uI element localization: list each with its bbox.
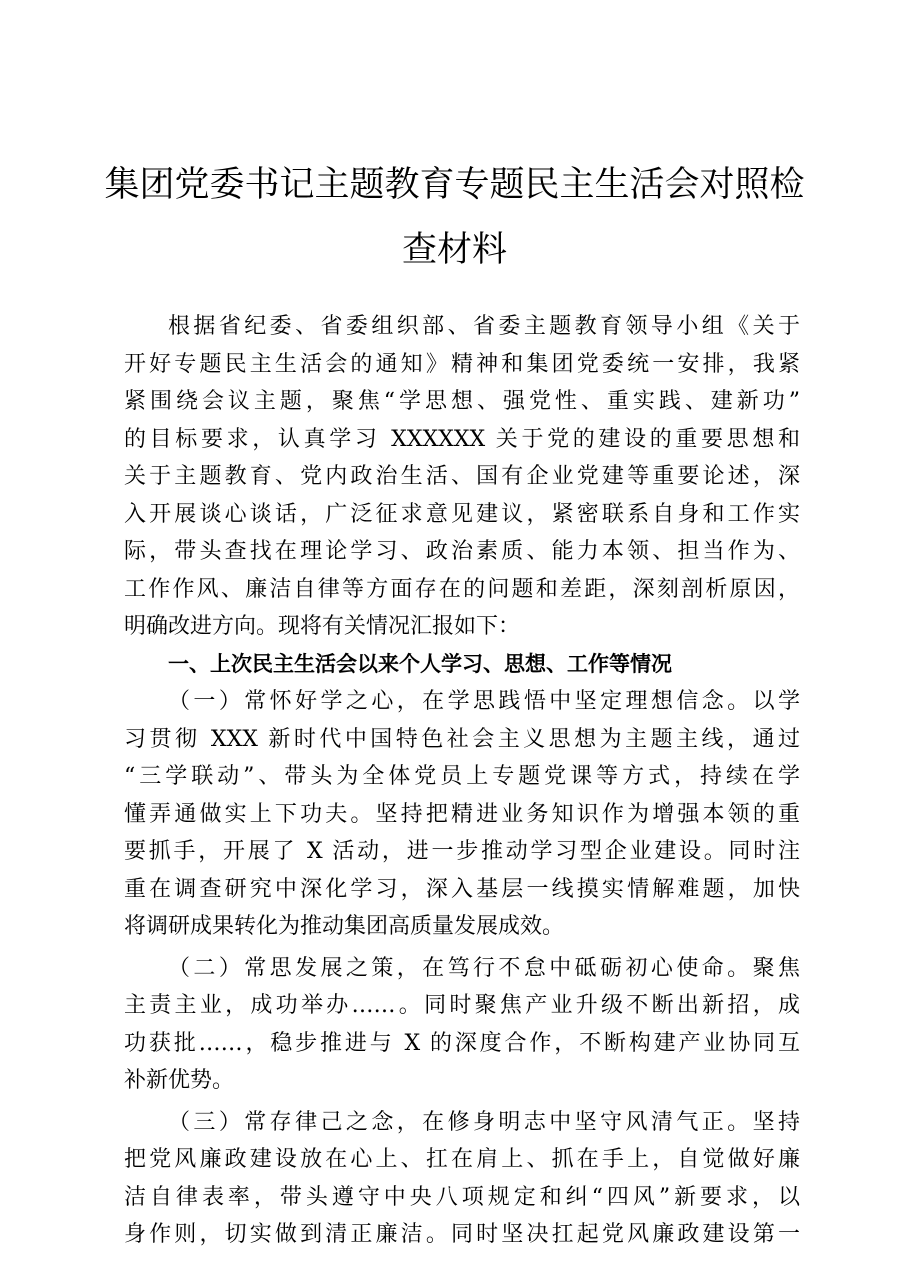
document-body — [124, 308, 800, 1254]
text-line: 开好专题民主生活会的通知》精神和集团党委统一安排，我紧 — [124, 351, 800, 377]
text-line: 要抓手，开展了 X 活动，进一步推动学习型企业建设。同时注 — [124, 839, 800, 864]
text-line: 入开展谈心谈话，广泛征求意见建议，紧密联系自身和工作实 — [124, 501, 800, 527]
text-line: 洁自律表率，带头遵守中央八项规定和纠“四风”新要求，以 — [124, 1184, 800, 1210]
paragraph-study — [124, 683, 800, 946]
text-line: 际，带头查找在理论学习、政治素质、能力本领、担当作为、 — [124, 539, 800, 564]
section-heading: 一、上次民主生活会以来个人学习、思想、工作等情况 — [168, 651, 672, 676]
text-line: 明确改进方向。现将有关情况汇报如下： — [124, 614, 521, 639]
paragraph-discipline — [124, 1104, 800, 1254]
text-line: 补新优势。 — [124, 1068, 235, 1093]
text-line: “三学联动”、带头为全体党员上专题党课等方式，持续在学 — [124, 764, 800, 789]
text-line: 紧围绕会议主题，聚焦“学思想、强党性、重实践、建新功” — [124, 389, 800, 414]
text-line: 懂弄通做实上下功夫。坚持把精进业务知识作为增强本领的重 — [124, 801, 800, 827]
text-line: 将调研成果转化为推动集团高质量发展成效。 — [124, 914, 565, 939]
text-line: 主责主业，成功举办……。同时聚焦产业升级不断出新招，成 — [124, 993, 800, 1018]
text-line: （一）常怀好学之心，在学思践悟中坚定理想信念。以学 — [168, 689, 800, 714]
text-line: 关于主题教育、党内政治生活、国有企业党建等重要论述，深 — [124, 464, 800, 489]
text-line: 根据省纪委、省委组织部、省委主题教育领导小组《关于 — [168, 314, 800, 339]
paragraph-intro — [124, 308, 800, 646]
text-line: 工作作风、廉洁自律等方面存在的问题和差距，深刻剖析原因， — [124, 576, 800, 602]
paragraph-development — [124, 950, 800, 1100]
text-line: 身作则，切实做到清正廉洁。同时坚决扛起党风廉政建设第一 — [124, 1222, 800, 1247]
text-line: 把党风廉政建设放在心上、扛在肩上、抓在手上，自觉做好廉 — [124, 1147, 800, 1172]
text-line: （二）常思发展之策，在笃行不怠中砥砺初心使命。聚焦 — [168, 955, 800, 981]
text-line: 的目标要求，认真学习 XXXXXX 关于党的建设的重要思想和 — [124, 426, 800, 452]
text-line: 功获批……，稳步推进与 X 的深度合作，不断构建产业协同互 — [124, 1030, 800, 1056]
document-title-line-2: 查材料 — [401, 230, 507, 270]
document-title-line-1: 集团党委书记主题教育专题民主生活会对照检 — [104, 165, 805, 205]
text-line: 重在调查研究中深化学习，深入基层一线摸实情解难题，加快 — [124, 876, 800, 902]
text-line: 习贯彻 XXX 新时代中国特色社会主义思想为主题主线，通过 — [124, 726, 800, 752]
text-line: （三）常存律己之念，在修身明志中坚守风清气正。坚持 — [168, 1109, 800, 1135]
